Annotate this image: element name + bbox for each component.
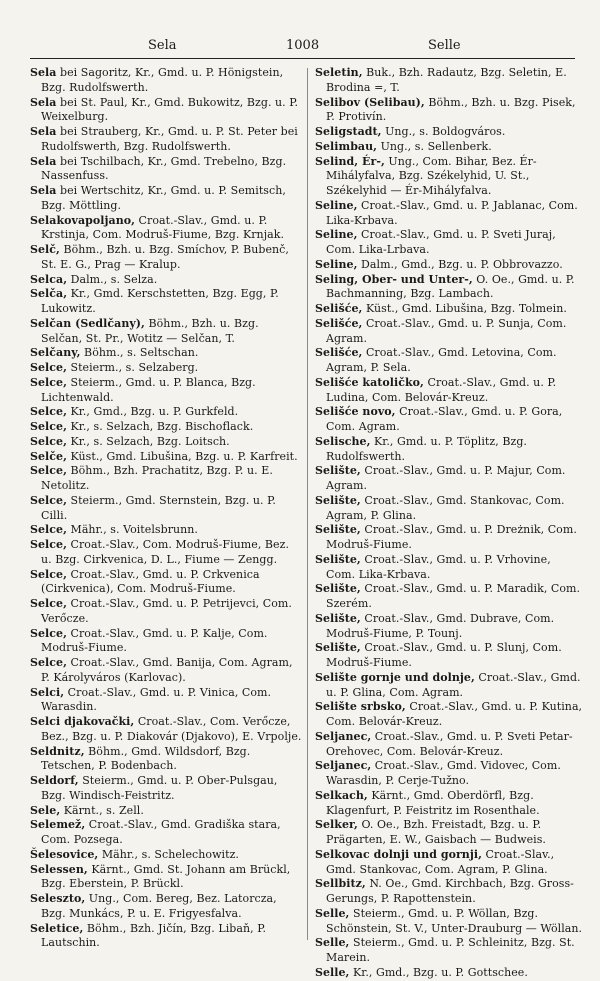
entry-headword: Selakovapoljano, <box>30 213 136 227</box>
entry-text: Ung., Com. Bereg, Bez. Latorcza, Bzg. Munkács, P. u. E. Frigyesfalva. <box>41 892 277 920</box>
entry-text: Croat.-Slav., Gmd. u. P. Krstinja, Com. Modruš-Fiume, Bzg. Krnjak. <box>41 213 285 242</box>
entry-headword: Selište, <box>315 552 361 566</box>
gazetteer-entry <box>30 892 302 922</box>
entry-headword: Selce, <box>30 464 67 478</box>
gazetteer-entry <box>30 376 302 406</box>
gazetteer-entry <box>30 405 302 420</box>
gazetteer-entry <box>30 66 302 96</box>
gazetteer-entry <box>315 258 583 273</box>
entry-headword: Selci, <box>30 685 65 699</box>
entry-text: Böhm., s. Seltschan. <box>80 346 199 360</box>
entry-text: bei Wertschitz, Kr., Gmd. u. P. Semitsch, Bzg. Möttling. <box>41 184 286 212</box>
gazetteer-entry <box>30 686 302 716</box>
entry-headword: Selci djakovački, <box>30 715 135 728</box>
entry-headword: Selište, <box>315 493 361 507</box>
entry-text: Croat.-Slav., Gmd. u. P. Gora, Com. Agram. <box>326 405 563 433</box>
entry-text: Croat.-Slav., Gmd. Letovina, Com. Agram, P. Sela. <box>326 346 557 374</box>
entry-headword: Selišće, <box>315 346 363 360</box>
entry-text: Kr., s. Selzach, Bzg. Bischoflack. <box>66 420 254 433</box>
gazetteer-entry <box>30 715 302 745</box>
entry-headword: Selč, <box>30 243 60 256</box>
column-divider <box>307 68 308 940</box>
entry-headword: Seletin, <box>315 66 363 79</box>
gazetteer-entry <box>315 553 583 583</box>
gazetteer-entry <box>30 435 302 450</box>
gazetteer-entry <box>30 922 302 952</box>
gazetteer-entry <box>315 936 583 966</box>
header-right-keyword: Selle <box>428 38 461 53</box>
entry-headword: Selište, <box>315 611 361 625</box>
entry-headword: Selče, <box>30 449 67 463</box>
entry-text: Kr., Gmd. u. P. Töplitz, Bzg. Rudolfswerth. <box>326 434 527 463</box>
header-left-keyword: Sela <box>148 38 177 53</box>
gazetteer-entry <box>30 287 302 317</box>
gazetteer-entry <box>315 671 583 701</box>
entry-headword: Selište, <box>315 582 361 596</box>
entry-text: bei St. Paul, Kr., Gmd. Bukowitz, Bzg. u. P. Weixelburg. <box>41 95 299 124</box>
gazetteer-entry <box>315 641 583 671</box>
gazetteer-entry <box>315 730 583 760</box>
entry-headword: Selkach, <box>315 788 368 802</box>
entry-headword: Selce, <box>30 434 67 448</box>
entry-headword: Selčan (Sedlčany), <box>30 316 145 330</box>
page-number: 1008 <box>286 38 320 53</box>
entry-text: Croat.-Slav., Gmd. u. P. Glina, Com. Agram. <box>326 670 581 699</box>
gazetteer-entry <box>30 745 302 775</box>
gazetteer-entry <box>315 405 583 435</box>
gazetteer-entry <box>30 804 302 819</box>
right-column <box>315 66 583 981</box>
gazetteer-entry <box>30 774 302 804</box>
entry-headword: Selište srbsko, <box>315 700 406 714</box>
entry-text: Kr., s. Selzach, Bzg. Loitsch. <box>66 434 230 448</box>
gazetteer-entry <box>315 228 583 258</box>
entry-headword: Selce, <box>30 656 67 669</box>
entry-text: Ung., s. Boldogváros. <box>381 125 506 138</box>
entry-text: Croat.-Slav., Gmd. Gradiška stara, Com. Pozsega. <box>41 818 281 846</box>
entry-headword: Selište, <box>315 523 361 537</box>
entry-text: Ung., Com. Bihar, Bez. Ér-Mihályfalva, Bzg. Székelyhid, U. St., Székelyhid — Ér-Mihályfalva. <box>326 154 537 197</box>
gazetteer-entry <box>30 346 302 361</box>
entry-headword: Seline, <box>315 198 358 212</box>
entry-headword: Selce, <box>30 538 67 551</box>
gazetteer-entry <box>30 863 302 893</box>
entry-headword: Šelesovice, <box>30 847 99 861</box>
entry-text: Croat.-Slav., Gmd. Stankovac, Com. Agram, P. Glina. <box>326 493 565 522</box>
entry-headword: Selčany, <box>30 346 81 360</box>
entry-text: Croat.-Slav., Gmd. u. P. Slunj, Com. Modruš-Fiume. <box>326 641 562 669</box>
entry-headword: Selessen, <box>30 862 88 876</box>
gazetteer-entry <box>30 155 302 185</box>
entry-headword: Selibov (Selibau), <box>315 95 425 109</box>
gazetteer-entry <box>30 523 302 538</box>
entry-headword: Selča, <box>30 287 68 301</box>
gazetteer-entry <box>30 848 302 863</box>
entry-text: Kärnt., s. Zell. <box>60 803 144 817</box>
entry-text: Croat.-Slav., Gmd. u. P. Kalje, Com. Modruš-Fiume. <box>41 626 268 655</box>
gazetteer-entry <box>30 184 302 214</box>
gazetteer-entry <box>30 656 302 686</box>
entry-text: Steierm., Gmd. u. P. Wöllan, Bzg. Schönstein, St. V., Unter-Drauburg — Wöllan. <box>326 906 583 935</box>
entry-text: Dalm., s. Selza. <box>67 272 158 286</box>
entry-headword: Selind, Ér-, <box>315 154 385 168</box>
entry-text: Buk., Bzh. Radautz, Bzg. Seletin, E. Brodina =, T. <box>326 66 567 94</box>
gazetteer-entry <box>315 818 583 848</box>
entry-text: Kärnt., Gmd. Oberdörfl, Bzg. Klagenfurt, P. Feistritz im Rosenthale. <box>326 788 540 817</box>
entry-headword: Selemež, <box>30 818 86 832</box>
gazetteer-entry <box>315 523 583 553</box>
gazetteer-entry <box>315 302 583 317</box>
entry-text: Böhm., Bzh. u. Bzg. Pisek, P. Protivín. <box>326 95 576 124</box>
entry-headword: Selce, <box>30 493 67 507</box>
entry-text: Kr., Gmd., Bzg. u. P. Gottschee. <box>349 965 528 979</box>
gazetteer-entry <box>315 848 583 878</box>
entry-headword: Sela <box>30 66 57 79</box>
entry-headword: Seligstadt, <box>315 125 382 138</box>
gazetteer-entry <box>315 789 583 819</box>
entry-headword: Selle, <box>315 965 350 979</box>
gazetteer-entry <box>30 818 302 848</box>
entry-text: Croat.-Slav., Gmd. u. P. Crkvenica (Cirkvenica), Com. Modruš-Fiume. <box>41 567 260 596</box>
header-rule <box>30 58 575 59</box>
gazetteer-entry <box>30 361 302 376</box>
entry-text: Croat.-Slav., Gmd. u. P. Ludina, Com. Belovár-Kreuz. <box>326 375 557 404</box>
entry-text: Böhm., Bzh. Jičín, Bzg. Libaň, P. Lautschin. <box>41 921 266 950</box>
gazetteer-entry <box>315 125 583 140</box>
gazetteer-entry <box>315 907 583 937</box>
entry-headword: Selische, <box>315 434 371 448</box>
entry-headword: Selište, <box>315 464 361 478</box>
entry-text: Croat.-Slav., Gmd. u. P. Jablanac, Com. Lika-Krbava. <box>326 198 578 227</box>
entry-headword: Sela <box>30 95 57 109</box>
entry-text: Croat.-Slav., Gmd. Dubrave, Com. Modruš-Fiume, P. Tounj. <box>326 611 555 640</box>
entry-text: Croat.-Slav., Gmd. u. P. Vrhovine, Com. Lika-Krbava. <box>326 552 551 581</box>
entry-text: Kärnt., Gmd. St. Johann am Brückl, Bzg. Eberstein, P. Brückl. <box>41 862 291 891</box>
entry-headword: Selišće, <box>315 302 363 315</box>
entry-text: Croat.-Slav., Com. Modruš-Fiume, Bez. u. Bzg. Cirkvenica, D. L., Fiume — Zengg. <box>41 538 289 566</box>
entry-text: bei Sagoritz, Kr., Gmd. u. P. Hönigstein, Bzg. Rudolfswerth. <box>41 66 284 94</box>
gazetteer-entry <box>315 273 583 303</box>
gazetteer-entry <box>30 317 302 347</box>
gazetteer-entry <box>315 877 583 907</box>
entry-text: Steierm., Gmd. Sternstein, Bzg. u. P. Cilli. <box>41 493 276 522</box>
entry-text: Croat.-Slav., Gmd. u. P. Vinica, Com. Warasdin. <box>41 685 272 714</box>
entry-headword: Seldnitz, <box>30 744 85 758</box>
gazetteer-entry <box>315 700 583 730</box>
entry-headword: Sela <box>30 125 57 138</box>
gazetteer-entry <box>315 494 583 524</box>
gazetteer-entry <box>315 759 583 789</box>
entry-text: Dalm., Gmd., Bzg. u. P. Obbrovazzo. <box>357 257 563 271</box>
entry-headword: Sela <box>30 154 57 168</box>
entry-text: Croat.-Slav., Gmd. Banija, Com. Agram, P. Károlyváros (Karlovac). <box>41 656 293 684</box>
entry-text: Croat.-Slav., Gmd. Stankovac, Com. Agram, P. Glina. <box>326 847 555 876</box>
gazetteer-entry <box>315 317 583 347</box>
entry-headword: Selce, <box>30 567 67 581</box>
entry-headword: Selce, <box>30 375 67 389</box>
gazetteer-entry <box>30 568 302 598</box>
entry-headword: Selle, <box>315 906 350 920</box>
entry-headword: Selca, <box>30 272 68 286</box>
gazetteer-entry <box>30 243 302 273</box>
gazetteer-entry <box>30 273 302 288</box>
entry-text: Böhm., Gmd. Wildsdorf, Bzg. Tetschen, P. Bodenbach. <box>41 744 251 773</box>
entry-headword: Seling, Ober- und Unter-, <box>315 272 473 286</box>
entry-text: bei Strauberg, Kr., Gmd. u. P. St. Peter bei Rudolfswerth, Bzg. Rudolfswerth. <box>41 125 298 153</box>
entry-text: Ung., s. Sellenberk. <box>377 139 492 153</box>
gazetteer-entry <box>30 597 302 627</box>
entry-text: Böhm., Bzh. u. Bzg. Selčan, St. Pr., Wotitz — Selčan, T. <box>41 316 259 345</box>
entry-headword: Selište, <box>315 641 361 655</box>
entry-text: Croat.-Slav., Gmd. Vidovec, Com. Warasdin, P. Cerje-Tužno. <box>326 759 561 787</box>
entry-text: Croat.-Slav., Gmd. u. P. Petrijevci, Com. Verőcze. <box>41 597 292 625</box>
gazetteer-entry <box>30 420 302 435</box>
entry-text: Kr., Gmd. Kerschstetten, Bzg. Egg, P. Lukowitz. <box>41 287 279 315</box>
gazetteer-entry <box>30 464 302 494</box>
entry-headword: Seline, <box>315 228 358 242</box>
gazetteer-entry <box>30 538 302 568</box>
entry-text: Steierm., Gmd. u. P. Schleinitz, Bzg. St. Marein. <box>326 936 575 964</box>
gazetteer-entry <box>315 376 583 406</box>
gazetteer-entry <box>315 464 583 494</box>
gazetteer-entry <box>30 450 302 465</box>
gazetteer-entry <box>315 96 583 126</box>
entry-headword: Selce, <box>30 597 67 610</box>
entry-headword: Selišće katoličko, <box>315 375 424 389</box>
entry-text: Mähr., s. Schelechowitz. <box>98 847 239 861</box>
entry-text: Böhm., Bzh. Prachatitz, Bzg. P. u. E. Netolitz. <box>41 464 273 492</box>
entry-text: Steierm., Gmd. u. P. Ober-Pulsgau, Bzg. Windisch-Feistritz. <box>41 774 278 802</box>
gazetteer-entry <box>30 96 302 126</box>
entry-text: Croat.-Slav., Gmd. u. P. Sveti Petar-Orehovec, Com. Belovár-Kreuz. <box>326 729 573 758</box>
entry-text: Croat.-Slav., Gmd. u. P. Sunja, Com. Agram. <box>326 316 567 345</box>
running-header <box>30 36 575 56</box>
entry-headword: Selkovac dolnji und gornji, <box>315 847 482 861</box>
entry-text: Croat.-Slav., Com. Verőcze, Bez., Bzg. u. P. Diakovár (Djakovo), E. Vrpolje. <box>41 715 302 743</box>
entry-headword: Selce, <box>30 626 67 640</box>
entry-text: Mähr., s. Voitelsbrunn. <box>66 523 198 537</box>
entry-text: bei Tschilbach, Kr., Gmd. Trebelno, Bzg. Nassenfuss. <box>41 154 287 183</box>
entry-headword: Seline, <box>315 257 358 271</box>
entry-headword: Sellbitz, <box>315 877 366 891</box>
entry-headword: Selce, <box>30 420 67 433</box>
gazetteer-entry <box>315 346 583 376</box>
entry-text: Croat.-Slav., Gmd. u. P. Majur, Com. Agram. <box>326 464 566 492</box>
gazetteer-entry <box>315 66 583 96</box>
entry-headword: Seletice, <box>30 921 84 935</box>
gazetteer-entry <box>315 140 583 155</box>
entry-text: Böhm., Bzh. u. Bzg. Smíchov, P. Bubenč, St. E. G., Prag — Kralup. <box>41 243 289 271</box>
entry-headword: Selce, <box>30 405 67 419</box>
gazetteer-entry <box>315 612 583 642</box>
gazetteer-entry <box>315 966 583 981</box>
gazetteer-entry <box>30 494 302 524</box>
entry-text: Kr., Gmd., Bzg. u. P. Gurkfeld. <box>66 405 239 419</box>
entry-text: Steierm., Gmd. u. P. Blanca, Bzg. Lichtenwald. <box>41 375 256 404</box>
entry-headword: Sela <box>30 184 57 197</box>
entry-text: N. Oe., Gmd. Kirchbach, Bzg. Gross-Gerungs, P. Rapottenstein. <box>326 877 574 905</box>
entry-text: Croat.-Slav., Gmd. u. P. Dreżnik, Com. Modruš-Fiume. <box>326 523 577 551</box>
entry-text: Croat.-Slav., Gmd. u. P. Kutina, Com. Belovár-Kreuz. <box>326 700 583 728</box>
entry-headword: Seldorf, <box>30 774 79 787</box>
entry-headword: Selišće, <box>315 316 363 330</box>
entry-headword: Seljanec, <box>315 729 372 743</box>
entry-text: Küst., Gmd. Libušina, Bzg. Tolmein. <box>362 302 567 315</box>
entry-text: O. Oe., Gmd. u. P. Bachmanning, Bzg. Lambach. <box>326 272 575 301</box>
entry-text: Steierm., s. Selzaberg. <box>66 361 199 374</box>
gazetteer-entry <box>315 199 583 229</box>
entry-text: Croat.-Slav., Gmd. u. P. Sveti Juraj, Com. Lika-Lrbava. <box>326 228 556 256</box>
entry-text: Küst., Gmd. Libušina, Bzg. u. P. Karfreit. <box>66 449 298 463</box>
entry-headword: Selle, <box>315 936 350 950</box>
entry-text: Croat.-Slav., Gmd. u. P. Maradik, Com. Szerém. <box>326 582 581 610</box>
gazetteer-entry <box>315 582 583 612</box>
entry-headword: Selce, <box>30 361 67 374</box>
entry-headword: Selce, <box>30 523 67 537</box>
entry-headword: Selišće novo, <box>315 405 396 419</box>
entry-headword: Seleszto, <box>30 892 86 905</box>
gazetteer-entry <box>315 155 583 199</box>
gazetteer-entry <box>30 214 302 244</box>
left-column <box>30 66 302 951</box>
entry-headword: Selište gornje und dolnje, <box>315 670 475 684</box>
entry-headword: Seljanec, <box>315 759 372 773</box>
entry-text: O. Oe., Bzh. Freistadt, Bzg. u. P. Prägarten, E. W., Gaisbach — Budweis. <box>326 818 546 846</box>
gazetteer-entry <box>30 125 302 155</box>
entry-headword: Sele, <box>30 803 61 817</box>
gazetteer-entry <box>315 435 583 465</box>
entry-headword: Selimbau, <box>315 139 378 153</box>
entry-headword: Selker, <box>315 818 358 832</box>
gazetteer-entry <box>30 627 302 657</box>
